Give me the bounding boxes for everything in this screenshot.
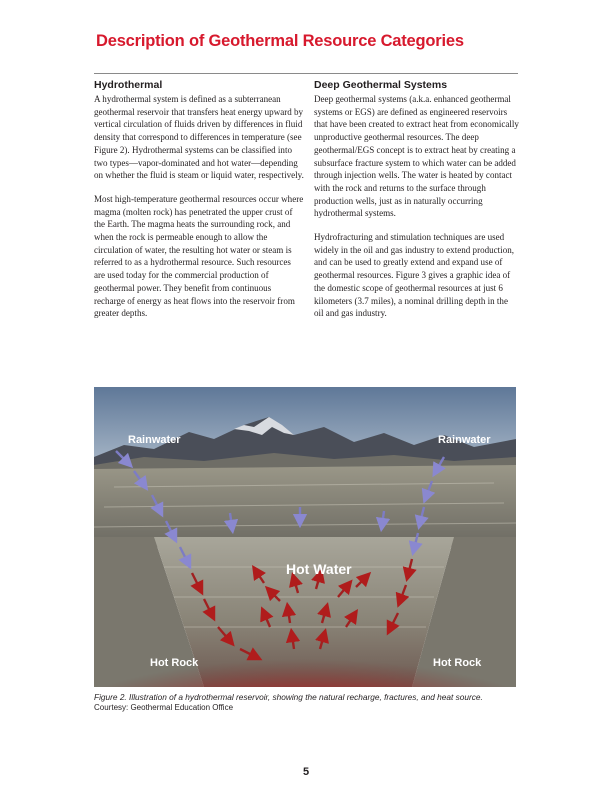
page-number: 5: [302, 766, 310, 778]
hot-rock-left-label: Hot Rock: [150, 657, 199, 669]
hydrothermal-paragraph-2: Most high-temperature geothermal resources occur where magma (molten rock) has penetrated the upper crust of the Earth. The magma heats the surrounding rock, and when the rock is permeable enough to allow the circulation of water, the resulting hot water or steam is referred to as a hydrothermal resource. Such resources are used today for the commercial production of geothermal power. They benefit from continuous recharge of energy as heat flows into the reservoir from greater depths.: [94, 193, 304, 319]
hydrothermal-paragraph-1: A hydrothermal system is defined as a subterranean geothermal reservoir that transfers heat energy upward by vertical circulation of fluids driven by differences in fluid density that correspond to differences in temperature (see Figure 2). Hydrothermal systems can be classified into two types—vapor-dominated and hot water—depending on whether the fluid is steam or liquid water, respectively.: [94, 94, 304, 181]
deep-geothermal-column: [314, 78, 519, 331]
hydrothermal-heading: Hydrothermal: [94, 79, 163, 91]
page-title: Description of Geothermal Resource Categories: [96, 32, 464, 50]
title-rule: [94, 73, 518, 74]
figure-courtesy: Courtesy: Geothermal Education Office: [94, 703, 234, 712]
hydrothermal-column: [94, 78, 304, 331]
rainwater-right-label: Rainwater: [438, 434, 491, 446]
hot-rock-right-label: Hot Rock: [433, 657, 482, 669]
deep-geothermal-paragraph-1: Deep geothermal systems (a.k.a. enhanced geothermal systems or EGS) are defined as engineered reservoirs that have been created to extract heat from economically unproductive geothermal resources. The deep geothermal/EGS concept is to extract heat by creating a subsurface fracture system to which water can be added through injection wells. The water is heated by contact with the rock and returns to the surface through production wells, just as in naturally occurring hydrothermal systems.: [314, 94, 519, 219]
deep-geothermal-paragraph-2: Hydrofracturing and stimulation techniques are used widely in the oil and gas industry to extend production, and can be used to greatly extend and expand use of geothermal resources. Figure 3 gives a graphic idea of the domestic scope of geothermal resources at just 6 kilometers (3.7 miles), a nominal drilling depth in the oil and gas industry.: [314, 232, 515, 319]
rainwater-left-label: Rainwater: [128, 434, 181, 446]
figure-caption: Figure 2. Illustration of a hydrothermal reservoir, showing the natural recharge, fractures, and heat source.: [94, 692, 483, 702]
deep-geothermal-heading: Deep Geothermal Systems: [314, 79, 448, 91]
hot-water-label: Hot Water: [286, 561, 352, 577]
hydrothermal-reservoir-illustration: [94, 387, 516, 687]
